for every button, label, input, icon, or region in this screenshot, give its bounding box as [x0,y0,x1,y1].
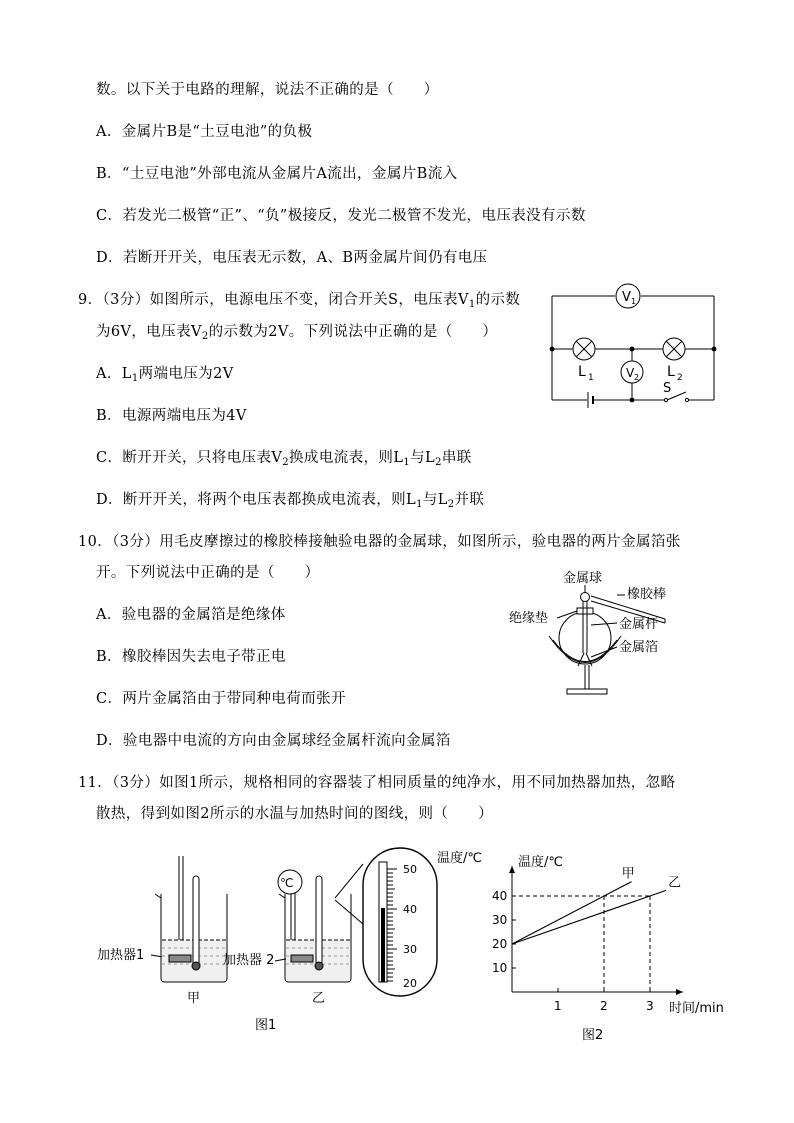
q10-electroscope-diagram [505,565,705,700]
q8-option-c: C．若发光二极管“正”、“负”极接反，发光二极管不发光，电压表没有示数 [96,208,586,224]
q9-opt-c-pre: C．断开开关，只将电压表V [96,450,283,466]
x-axis-label: 时间/min [669,1001,724,1016]
q9-option-b: B．电源两端电压为4V [96,408,247,424]
q9-stem-line2 [96,322,497,347]
fig1-temp-label: 温度/℃ [437,851,482,866]
voltmeter-v2-icon [621,361,643,383]
q9-option-a [96,364,234,389]
series-label-jia: 甲 [621,866,635,882]
label-rubber-rod: 橡胶棒 [627,587,667,602]
q10-option-c: C．两片金属箔由于带同种电荷而张开 [96,691,346,707]
q9-line1-end: 的示数 [475,292,521,308]
junction-dot [550,347,555,352]
heater2-label: 加热器 2 [223,953,275,968]
q9-opt-a-post: 两端电压为2V [138,366,234,382]
v2-label: V [626,366,635,380]
q9-score: （3分） [102,292,150,308]
beaker-jia-caption: 甲 [187,991,201,1006]
heater1-label: 加热器1 [97,948,145,963]
label-insulating-pad: 绝缘垫 [509,611,549,626]
q9-opt-c-sub1: 2 [282,457,290,468]
x-tick-label: 2 [600,999,608,1013]
q9-line2-sub: 2 [201,331,209,342]
v1-label: V [622,290,631,305]
q9-opt-c-sub3: 2 [435,457,442,468]
label-metal-ball: 金属球 [563,571,603,586]
metal-ball [581,593,590,602]
magnifier-lens [363,848,437,996]
q9-opt-c-post: 串联 [441,450,472,466]
q9-opt-a-sub: 1 [131,373,139,384]
thermometer-yi [316,876,322,966]
v1-sub: 1 [631,297,637,306]
thermometer-jia [193,876,199,966]
q11-figure-1 [95,842,482,1042]
q9-option-c [96,448,472,473]
y-tick-label: 40 [492,889,508,903]
q9-opt-c-mid2: 与L [410,450,436,466]
fig2-caption: 图2 [582,1028,604,1043]
q9-number: 9． [78,292,103,308]
l1-label: L [578,364,586,380]
q9-opt-d-mid: 与L [422,492,448,508]
q8-stem-tail: 数。以下关于电路的理解，说法不正确的是（ ） [96,82,439,98]
q9-opt-d-pre: D．断开开关，将两个电压表都换成电流表，则L [96,492,417,508]
q9-option-d [96,490,484,515]
q8-option-d: D．若断开开关，电压表无示数，A、B两金属片间仍有电压 [96,250,488,266]
junction-dot [630,398,635,403]
q10-stem-line1: 10．（3分）用毛皮摩擦过的橡胶棒接触验电器的金属球，如图所示，验电器的两片金属箔张 [78,534,681,550]
y-axis-arrow [509,866,515,873]
y-tick-label: 10 [492,961,508,975]
fig1-caption: 图1 [255,1018,277,1033]
l2-sub: 2 [677,373,683,383]
lamp-l1-icon [573,338,595,360]
voltmeter-v1-icon [616,284,640,308]
switch-label: S [663,381,672,396]
scale-tick-40: 40 [403,903,417,916]
q9-opt-c-mid: 换成电流表，则L [289,450,404,466]
series-line-yi [512,890,666,944]
q9-opt-a-pre: A．L [96,366,132,382]
y-axis-label: 温度/℃ [518,855,563,870]
y-tick-label: 30 [492,913,508,927]
q10-option-a: A．验电器的金属箔是绝缘体 [96,607,286,623]
q9-opt-d-sub2: 2 [447,499,455,510]
switch-contact-right [685,398,688,401]
q11-figure-2-chart [480,842,730,1042]
unit-badge-text: ℃ [280,876,294,890]
q9-line2-a: 为6V，电压表V [96,324,202,340]
q10-stem-line2: 开。下列说法中正确的是（ ） [96,565,320,581]
scale-tick-30: 30 [403,943,417,956]
y-tick-label: 20 [492,937,508,951]
junction-dot [630,347,635,352]
q9-stem-line1 [78,290,520,315]
l1-sub: 1 [588,373,594,383]
q9-line1-sub: 1 [468,299,476,310]
x-axis-arrow [676,989,683,995]
q10-option-d: D．验电器中电流的方向由金属球经金属杆流向金属箔 [96,733,451,749]
q9-line2-b: 的示数为2V。下列说法中正确的是（ ） [208,324,498,340]
label-metal-pole: 金属杆 [619,617,659,632]
q11-stem-line2: 散热，得到如图2所示的水温与加热时间的图线，则（ ） [96,806,494,822]
label-metal-foil: 金属箔 [619,640,659,655]
q9-circuit-diagram [540,282,725,407]
q8-option-a: A．金属片B是“土豆电池”的负极 [96,124,313,140]
q9-opt-d-post: 并联 [454,492,485,508]
scale-tick-20: 20 [403,977,417,990]
q11-stem-line1: 11．（3分）如图1所示，规格相同的容器装了相同质量的纯净水，用不同加热器加热，忽略 [78,775,676,791]
lamp-l2-icon [663,338,685,360]
scale-tick-50: 50 [403,863,417,876]
q8-option-b: B．“土豆电池”外部电流从金属片A流出，金属片B流入 [96,166,458,182]
heater-coil-2 [291,955,313,962]
series-label-yi: 乙 [668,875,682,891]
series-line-jia [512,882,632,944]
q9-opt-d-sub1: 1 [416,499,423,510]
q10-option-b: B．橡胶棒因失去电子带正电 [96,649,286,665]
v2-sub: 2 [634,373,640,382]
x-tick-label: 1 [554,999,562,1013]
q9-opt-c-sub2: 1 [403,457,411,468]
switch-contact-left [664,398,667,401]
q9-line1-text: 如图所示，电源电压不变，闭合开关S，电压表V [149,292,469,308]
l2-label: L [667,364,675,380]
junction-dot [712,347,717,352]
heater-coil-1 [169,955,191,962]
beaker-yi-caption: 乙 [312,991,326,1006]
x-tick-label: 3 [646,999,654,1013]
